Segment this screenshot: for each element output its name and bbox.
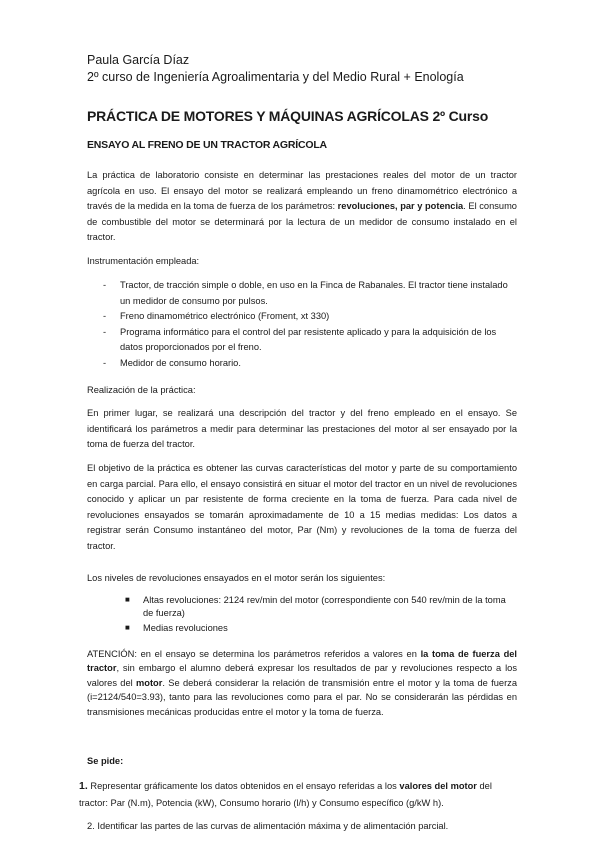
- list-item-text: Tractor, de tracción simple o doble, en uso en la Finca de Rabanales. El tractor tiene instalado un medidor de consumo por pulsos.: [120, 280, 508, 306]
- list-item-text: Medias revoluciones: [143, 623, 228, 633]
- list-item: [87, 594, 517, 620]
- dash-marker: -: [103, 280, 107, 290]
- section-subtitle: ENSAYO AL FRENO DE UN TRACTOR AGRÍCOLA: [87, 139, 327, 151]
- item-text: Identificar las partes de las curvas de alimentación máxima y de alimentación parcial.: [97, 821, 449, 831]
- bullet-marker: ■: [125, 623, 130, 632]
- dash-marker: -: [103, 311, 107, 322]
- list-item-text: Medidor de consumo horario.: [120, 357, 241, 368]
- realization-heading: Realización de la práctica:: [87, 385, 196, 395]
- dash-marker: -: [103, 326, 107, 337]
- author-name: Paula García Díaz: [87, 53, 190, 67]
- intro-text-1: La práctica de laboratorio consiste en determinar las prestaciones reales del motor de un tractor agrícola en uso. El ensayo del motor se realizará empleando un freno dinamométrico electrónico a través de la medida en la toma de fuerza de los parámetros:: [87, 170, 517, 212]
- page-title: PRÁCTICA DE MOTORES Y MÁQUINAS AGRÍCOLAS 2º Curso: [87, 108, 489, 124]
- list-item: [87, 278, 517, 309]
- attention-text-2: , sin embargo el alumno deberá expresar los resultados de par y revoluciones respecto a los valores del: [87, 663, 517, 688]
- attention-paragraph: [87, 647, 517, 719]
- realization-paragraph-1: En primer lugar, se realizará una descripción del tractor y del freno empleado en el ensayo. Se identificará los parámetros a medir para determinar las prestaciones del motor al ser ensayado por la toma de fuerza del tractor.: [87, 408, 517, 450]
- realization-paragraph-2: El objetivo de la práctica es obtener las curvas características del motor y parte de su comportamiento en carga parcial. Para ello, el ensayo consistirá en situar el motor del tractor en un nivel de revoluciones conocido y aplicar un par resistente de forma creciente en la toma de fuerza. Para cada nivel de revoluciones ensayados se tomarán aproximadamente de 10 a 15 medias medidas: Los datos a registrar serán Consumo instantáneo del motor, Par (Nm) y revoluciones de la toma de fuerza del tractor.: [87, 463, 517, 551]
- list-item-text: Programa informático para el control del par resistente aplicado y para la adquisición de los datos proporcionados por el freno.: [120, 326, 497, 353]
- item-number: 1.: [79, 780, 88, 792]
- item-number: 2.: [87, 821, 95, 831]
- dash-marker: -: [103, 357, 107, 368]
- list-item: [87, 325, 517, 356]
- item-text-2: del tractor: Par (N.m), Potencia (kW), Consumo horario (l/h) y Consumo específico (g/kW h).: [79, 781, 492, 808]
- requested-item-2: [87, 818, 527, 835]
- item-text-1: Representar gráficamente los datos obtenidos en el ensayo referidas a los: [90, 781, 400, 791]
- requested-item-1: [79, 778, 519, 812]
- attention-bold-motor: motor: [136, 677, 163, 688]
- list-item: [87, 309, 517, 325]
- list-item-text: Altas revoluciones: 2124 rev/min del motor (correspondiente con 540 rev/min de la toma de fuerza): [143, 595, 506, 618]
- levels-list: [87, 594, 517, 637]
- intro-paragraph: [87, 168, 517, 246]
- requested-heading: Se pide:: [87, 756, 124, 766]
- attention-text-1: ATENCIÓN: en el ensayo se determina los parámetros referidos a valores en: [87, 649, 421, 659]
- instrumentation-list: [87, 278, 517, 372]
- attention-text-3: . Se deberá considerar la relación de transmisión entre el motor y la toma de fuerza (i=2124/540=3.93), tanto para las revoluciones como para el par. No se considerarán las pérdidas en transmisiones mecánicas producidas entre el motor y la toma de fuerza.: [87, 677, 517, 717]
- intro-bold-params: revoluciones, par y potencia: [337, 201, 464, 212]
- item-bold: valores del motor: [399, 781, 477, 791]
- levels-intro: Los niveles de revoluciones ensayados en el motor serán los siguientes:: [87, 573, 386, 583]
- instrumentation-heading: Instrumentación empleada:: [87, 256, 200, 266]
- list-item-text: Freno dinamométrico electrónico (Froment, xt 330): [120, 311, 330, 322]
- attention-bold-pto: la toma de fuerza del tractor: [87, 649, 517, 674]
- bullet-marker: ■: [125, 595, 130, 604]
- degree-program: 2º curso de Ingeniería Agroalimentaria y del Medio Rural + Enología: [87, 70, 464, 84]
- list-item: [87, 356, 517, 372]
- list-item: [87, 622, 517, 635]
- intro-text-2: . El consumo de combustible del motor se determinará por la lectura de un medidor de consumo instalado en el tractor.: [87, 201, 517, 243]
